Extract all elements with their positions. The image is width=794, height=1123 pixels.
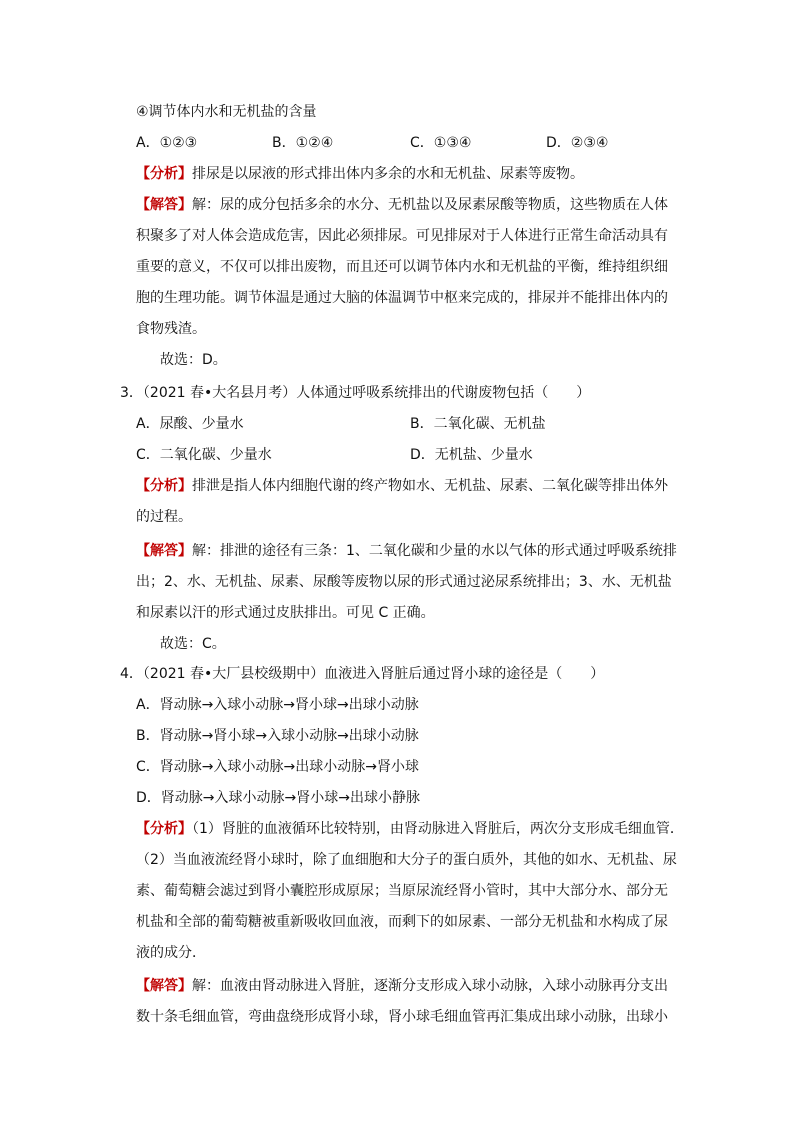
q2-analysis	[136, 164, 584, 184]
answer-text: 解：血液由肾动脉进入肾脏，逐渐分支形成入球小动脉，入球小动脉再分支出	[192, 978, 668, 994]
answer-tag: 【解答】	[136, 543, 192, 559]
q4-answer-line-2: 数十条毛细血管，弯曲盘绕形成肾小球，肾小球毛细血管再汇集成出球小动脉，出球小	[136, 1009, 668, 1025]
q4-analysis-line-1	[136, 819, 684, 839]
answer-tag: 【解答】	[136, 978, 192, 994]
q3-option-a: A．尿酸、少量水	[136, 416, 244, 432]
analysis-text: 排尿是以尿液的形式排出体内多余的水和无机盐、尿素等废物。	[192, 166, 584, 182]
q2-option-a: A．①②③	[136, 135, 198, 151]
q2-conclusion: 故选：D。	[160, 352, 227, 368]
q4-analysis-line-5: 液的成分．	[136, 945, 206, 961]
q2-answer-line-3: 重要的意义，不仅可以排出废物，而且还可以调节体内水和无机盐的平衡，维持组织细	[136, 259, 668, 275]
q2-answer-line-1	[136, 195, 668, 215]
q4-analysis-line-2: （2）当血液流经肾小球时，除了血细胞和大分子的蛋白质外，其他的如水、无机盐、尿	[136, 852, 677, 868]
analysis-tag: 【分析】	[136, 478, 192, 494]
q4-option-d: D．肾动脉→入球小动脉→肾小球→出球小静脉	[136, 790, 420, 806]
q2-option-b: B．①②④	[272, 135, 334, 151]
q3-answer-line-1	[136, 541, 677, 561]
q2-answer-line-5: 食物残渣。	[136, 321, 206, 337]
analysis-tag: 【分析】	[136, 166, 192, 182]
q4-option-a: A．肾动脉→入球小动脉→肾小球→出球小动脉	[136, 697, 419, 713]
q3-stem: 3．（2021 春•大名县月考）人体通过呼吸系统排出的代谢废物包括（ ）	[120, 385, 591, 401]
answer-text: 解：排泄的途径有三条：1、二氧化碳和少量的水以气体的形式通过呼吸系统排	[192, 543, 677, 559]
q4-answer-line-1	[136, 976, 668, 996]
q4-option-b: B．肾动脉→肾小球→入球小动脉→出球小动脉	[136, 728, 419, 744]
answer-text: 解：尿的成分包括多余的水分、无机盐以及尿素尿酸等物质，这些物质在人体	[192, 197, 668, 213]
q3-analysis-line-2: 的过程。	[136, 509, 192, 525]
answer-tag: 【解答】	[136, 197, 192, 213]
q3-option-b: B．二氧化碳、无机盐	[410, 416, 546, 432]
q2-answer-line-4: 胞的生理功能。调节体温是通过大脑的体温调节中枢来完成的，排尿并不能排出体内的	[136, 290, 668, 306]
analysis-tag: 【分析】	[136, 821, 192, 837]
q2-item-4: ④调节体内水和无机盐的含量	[136, 104, 317, 120]
q4-option-c: C．肾动脉→入球小动脉→出球小动脉→肾小球	[136, 759, 419, 775]
q3-conclusion: 故选：C。	[160, 636, 226, 652]
q2-option-c: C．①③④	[410, 135, 472, 151]
q3-option-c: C．二氧化碳、少量水	[136, 447, 272, 463]
q2-option-d: D．②③④	[546, 135, 609, 151]
q4-stem: 4．（2021 春•大厂县校级期中）血液进入肾脏后通过肾小球的途径是（ ）	[120, 666, 605, 682]
q4-analysis-line-4: 机盐和全部的葡萄糖被重新吸收回血液，而剩下的如尿素、一部分无机盐和水构成了尿	[136, 914, 668, 930]
q4-analysis-line-3: 素、葡萄糖会滤过到肾小囊腔形成原尿；当原尿流经肾小管时，其中大部分水、部分无	[136, 883, 668, 899]
q2-answer-line-2: 积聚多了对人体会造成危害，因此必须排尿。可见排尿对于人体进行正常生命活动具有	[136, 228, 668, 244]
q3-option-d: D．无机盐、少量水	[410, 447, 533, 463]
q3-answer-line-2: 出；2、水、无机盐、尿素、尿酸等废物以尿的形式通过泌尿系统排出；3、水、无机盐	[136, 574, 672, 590]
q3-analysis-line-1	[136, 476, 668, 496]
q3-answer-line-3: 和尿素以汗的形式通过皮肤排出。可见 C 正确。	[136, 605, 435, 621]
analysis-text: （1）肾脏的血液循环比较特别，由肾动脉进入肾脏后，两次分支形成毛细血管．	[192, 821, 684, 837]
analysis-text: 排泄是指人体内细胞代谢的终产物如水、无机盐、尿素、二氧化碳等排出体外	[192, 478, 668, 494]
